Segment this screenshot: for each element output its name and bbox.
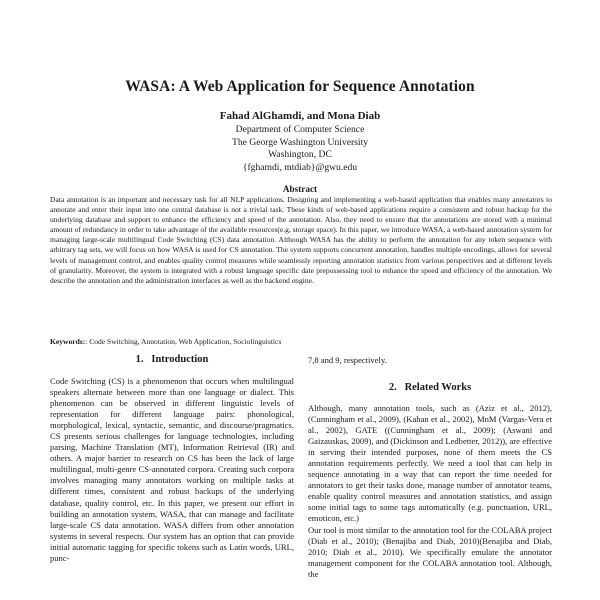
section-2-paragraph-2: Our tool is most similar to the annotation tool for the COLABA project (Diab et al., 2010); (Benajiba and Diab, 2010)(Benajiba and Diab, 2010; Diab et al., 2010). We specifically emulate the annotator management component for the COLABA annotation tool. Although, the <box>308 524 552 579</box>
affiliation-block <box>0 124 600 174</box>
section-2-heading: 2. Related Works <box>388 382 472 393</box>
keywords-line <box>50 337 552 347</box>
abstract-heading: Abstract <box>282 184 318 194</box>
section-1-paragraph: Code Switching (CS) is a phenomenon that occurs when multilingual speakers alternate between more than one language or dialect. This phenomenon can be observed in different linguistic levels of representation for different language pairs: phonological, morphological, lexical, syntactic, semantic, and discourse/pragmatics. CS presents serious challenges for language technologies, including parsing, Machine Translation (MT), Information Retrieval (IR) and others. A major barrier to research on CS has been the lack of large multilingual, multi-genre CS-annotated corpora. Creating such corpora involves managing many annotators working on multiple tasks at different times, consistent and robust backups of the underlying database, quality control, etc. In this paper, we present our effort in building an annotation system, WASA, that can manage and facilitate large-scale CS data annotation. WASA differs from other annotation systems in several respects. Our system has an option that can provide initial automatic tagging for specific tokens such as Latin words, URL, punc- <box>50 376 294 563</box>
affiliation-city: Washington, DC <box>268 149 332 161</box>
section-2-body <box>308 403 552 600</box>
keywords-label: Keywords: <box>50 337 86 346</box>
carryover-text <box>308 355 552 366</box>
abstract-text: Data annotation is an important and necessary task for all NLP applications. Designing and implementing a web-based application that enables many annotators to annotate and enter their input into one central database is not a trivial task. These kinds of web-based applications require a consistent and robust backup for the underlying database and support to enhance the efficiency and speed of the annotation. Also, they need to ensure that the annotations are stored with a minimal amount of redundancy in order to take advantage of the available resources(e.g, storage space). In this paper, we introduce WASA, a web-based annotation system for managing large-scale multilingual Code Switching (CS) data annotation. Although WASA has the ability to perform the annotation for any token sequence with arbitrary tag sets, we will focus on how WASA is used for CS annotation. The system supports concurrent annotation, handles multiple encodings, allows for several levels of management control, and enables quality control measures while seamlessly reporting annotation statistics from various perspectives and at different levels of granularity. Moreover, the system is integrated with a robust language specific date prepossessing tool to enhance the speed and efficiency of the annotation. We describe the annotation and the administration interfaces as well as the backend engine. <box>50 195 552 285</box>
carryover-line: 7,8 and 9, respectively. <box>308 355 387 365</box>
affiliation-university: The George Washington University <box>231 136 369 148</box>
section-2-paragraph-1: Although, many annotation tools, such as (Aziz et al., 2012), (Cunningham et al., 2009), (Kahan et al., 2002), MnM (Vargas-Vera et al., 2002), GATE ((Cunningham et al., 2009); (Aswani and Gaizauskas, 2009), and (Dickinson and Ledbetter, 2012)), are effective in serving their intended purposes, none of them meets the CS annotation requirements perfectly. We need a tool that can help in sequence annotating in a way that can report the time needed for annotators to get their tasks done, manage number of annotator teams, enable quality control measures and annotation statistics, and assign some initial tags to some tags automatically (e.g. punctuation, URL, emoticon, etc.) <box>308 403 552 524</box>
keywords-list: : Code Switching, Annotation, Web Application, Sociolinguistics <box>85 337 282 346</box>
section-1-heading: 1. Introduction <box>135 354 209 365</box>
paper-title: WASA: A Web Application for Sequence Annotation <box>125 78 475 95</box>
paper-authors: Fahad AlGhamdi, and Mona Diab <box>219 110 381 122</box>
affiliation-department: Department of Computer Science <box>235 124 365 135</box>
affiliation-emails: {fghamdi, mtdiab}@gwu.edu <box>242 161 358 173</box>
section-1-body <box>50 376 294 600</box>
